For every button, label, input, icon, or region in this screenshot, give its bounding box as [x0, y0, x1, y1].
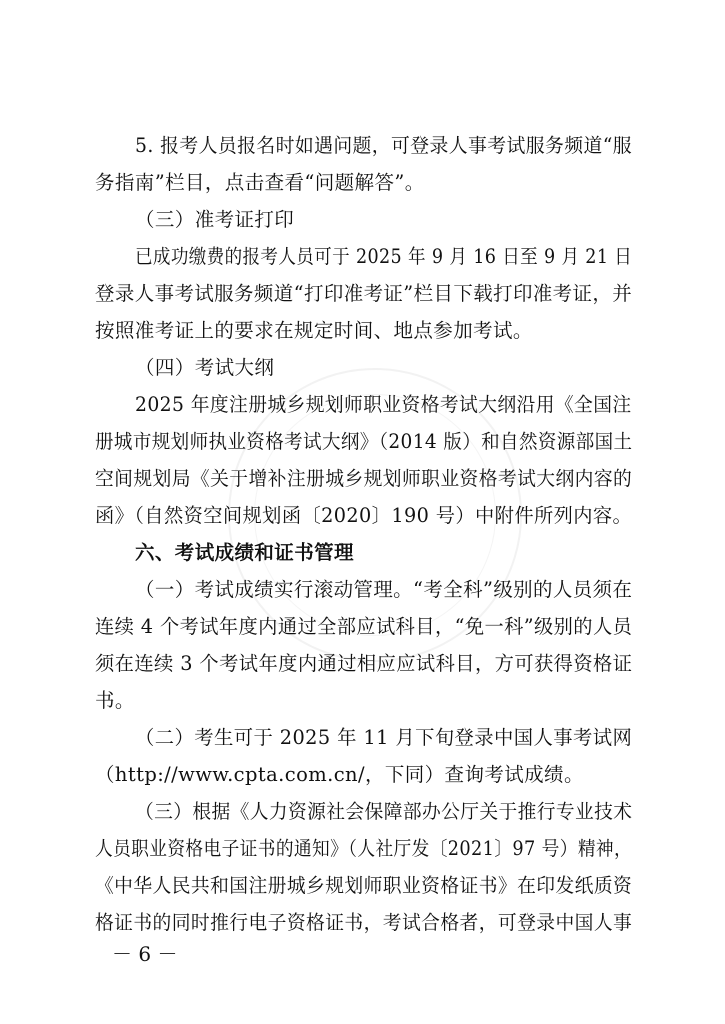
chapter-heading-scores-certificates: 六、考试成绩和证书管理 — [135, 541, 354, 564]
section-heading-syllabus: （四）考试大纲 — [135, 356, 275, 379]
paragraph-line-20: 人员职业资格电子证书的通知》（人社厅发〔2021〕97 号）精神， — [95, 837, 633, 860]
paragraph-line-15: 须在连续 3 个考试年度内通过相应应试科目，方可获得资格证 — [95, 652, 633, 675]
paragraph-line-6: 按照准考证上的要求在规定时间、地点参加考试。 — [95, 319, 533, 342]
paragraph-line-22: 格证书的同时推行电子资格证书，考试合格者，可登录中国人事 — [95, 911, 633, 934]
paragraph-line-9: 册城市规划师执业资格考试大纲》（2014 版）和自然资源部国土 — [95, 430, 633, 453]
paragraph-line-13: （一）考试成绩实行滚动管理。“考全科”级别的人员须在 — [135, 578, 633, 601]
paragraph-line-17: （二）考生可于 2025 年 11 月下旬登录中国人事考试网 — [135, 726, 633, 749]
paragraph-line-11: 函》（自然资空间规划函〔2020〕190 号）中附件所列内容。 — [95, 504, 633, 527]
paragraph-line-5: 登录人事考试服务频道“打印准考证”栏目下载打印准考证，并 — [95, 282, 633, 305]
paragraph-line-16: 书。 — [95, 689, 135, 712]
section-heading-admission-ticket: （三）准考证打印 — [135, 208, 295, 231]
paragraph-line-2: 务指南”栏目，点击查看“问题解答”。 — [95, 171, 425, 194]
paragraph-line-8: 2025 年度注册城乡规划师职业资格考试大纲沿用《全国注 — [135, 393, 632, 416]
paragraph-line-19: （三）根据《人力资源社会保障部办公厅关于推行专业技术 — [135, 800, 633, 823]
paragraph-line-14: 连续 4 个考试年度内通过全部应试科目，“免一科”级别的人员 — [95, 615, 633, 638]
paragraph-line-18: （http://www.cpta.com.cn/，下同）查询考试成绩。 — [95, 763, 584, 786]
paragraph-line-1: 5. 报考人员报名时如遇问题，可登录人事考试服务频道“服 — [135, 134, 632, 157]
paragraph-line-10: 空间规划局《关于增补注册城乡规划师职业资格考试大纲内容的 — [95, 467, 633, 490]
page-number: － 6 － — [112, 942, 178, 966]
paragraph-line-21: 《中华人民共和国注册城乡规划师职业资格证书》在印发纸质资 — [95, 874, 633, 897]
paragraph-line-4: 已成功缴费的报考人员可于 2025 年 9 月 16 日至 9 月 21 日 — [135, 245, 633, 268]
